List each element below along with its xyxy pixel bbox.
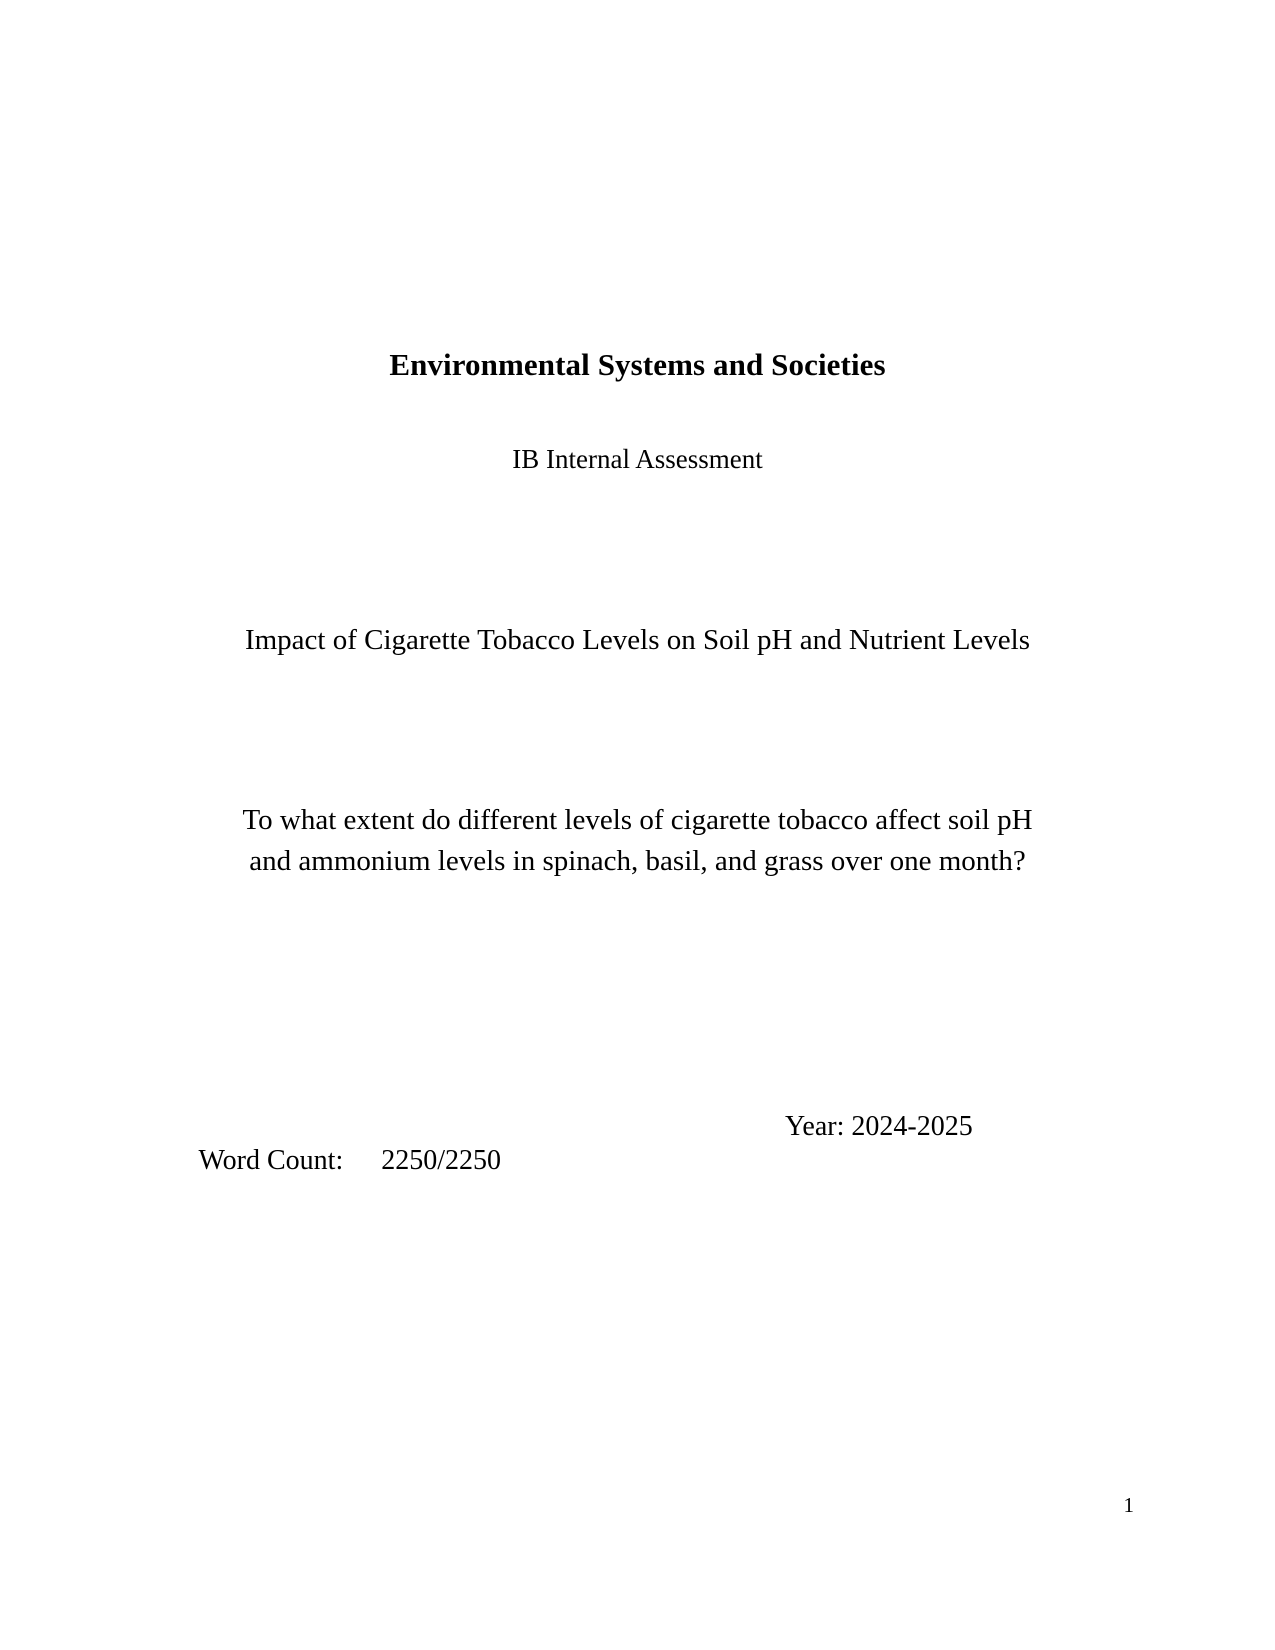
research-question (140, 800, 1135, 882)
page-number: 1 (1123, 1493, 1134, 1517)
title-page-footer (140, 1110, 1135, 1176)
investigation-topic: Impact of Cigarette Tobacco Levels on Soil pH and Nutrient Levels (244, 624, 1031, 656)
word-count-group (143, 1110, 501, 1211)
research-question-line-2: and ammonium levels in spinach, basil, and grass over one month? (249, 845, 1026, 878)
title-page-content (140, 0, 1135, 1650)
academic-year: Year: 2024-2025 (785, 1111, 973, 1142)
document-subtitle: IB Internal Assessment (512, 444, 763, 474)
research-question-line-1: To what extent do different levels of cigarette tobacco affect soil pH (242, 804, 1033, 836)
word-count-label: Word Count: (198, 1144, 344, 1176)
word-count-value: 2250/2250 (381, 1144, 502, 1176)
page-title: Environmental Systems and Societies (389, 347, 886, 382)
